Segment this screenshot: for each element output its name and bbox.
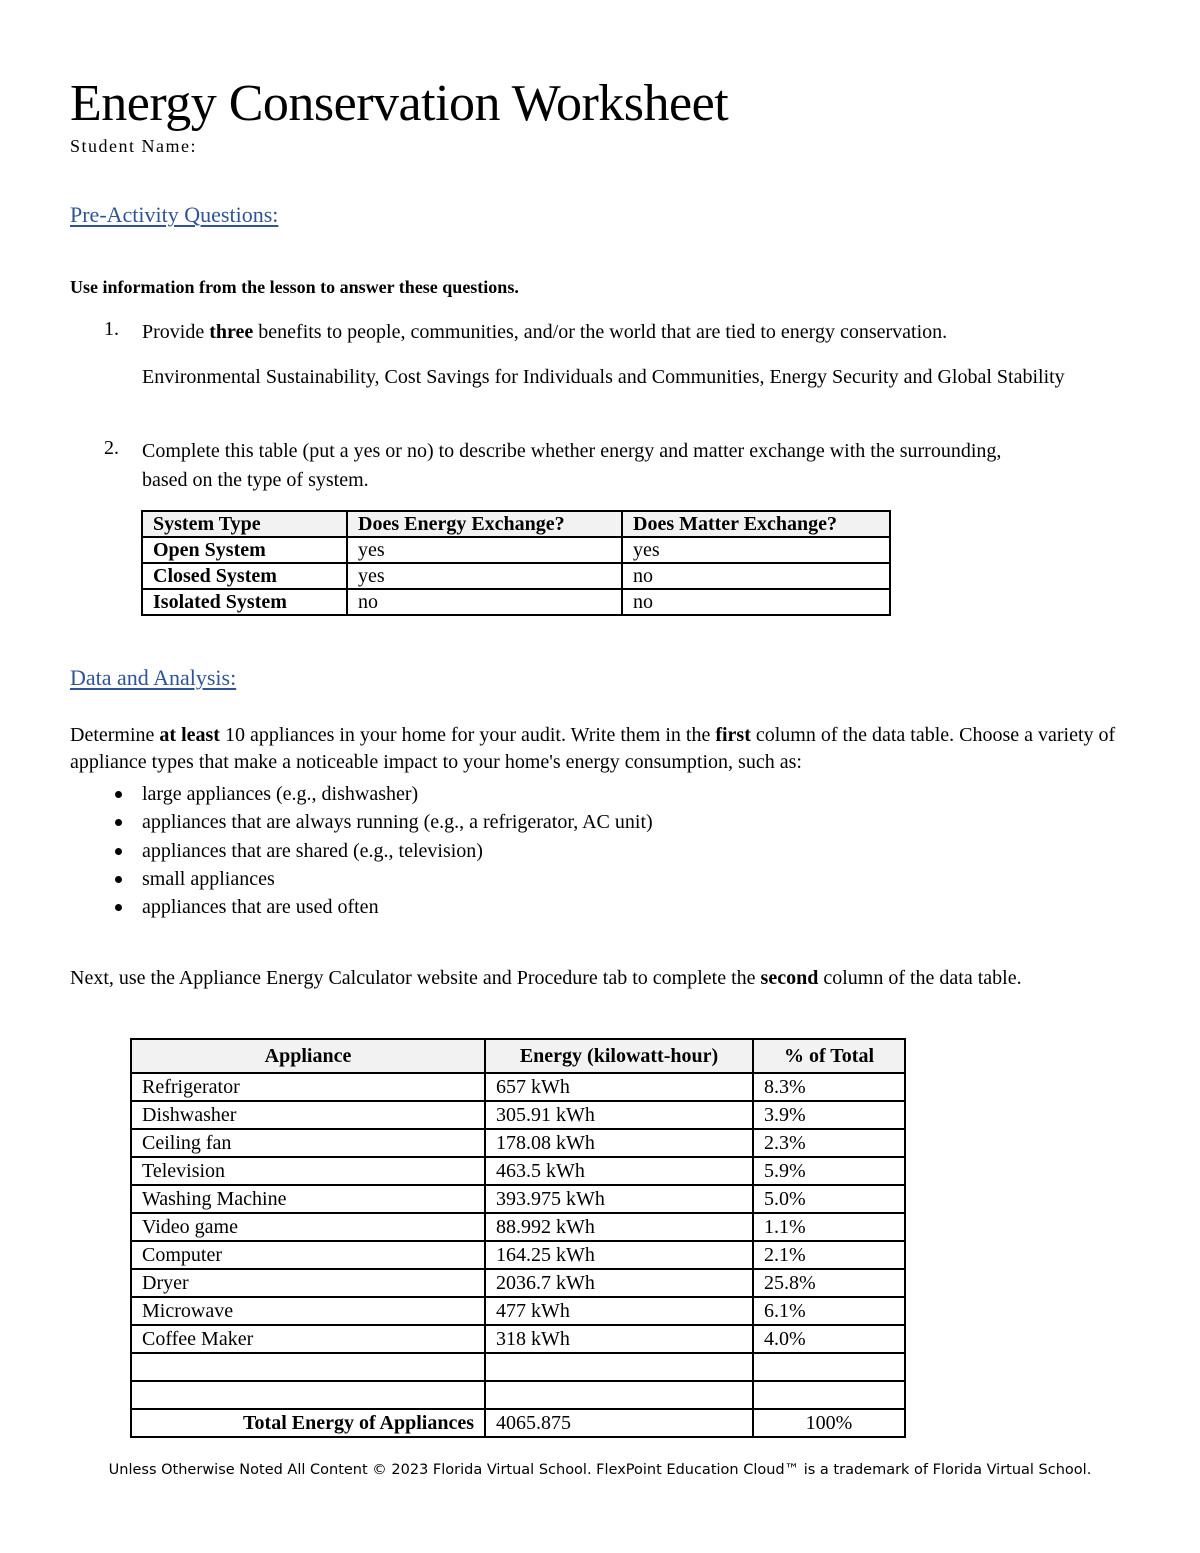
energy-cell[interactable]: 393.975 kWh [485,1185,753,1213]
appliance-cell[interactable]: Video game [131,1213,485,1241]
question-1-text [142,318,1102,347]
system-type-cell: Isolated System [142,589,347,615]
column-header: % of Total [753,1039,905,1073]
energy-cell[interactable]: 88.992 kWh [485,1213,753,1241]
next-bold: second [760,967,819,989]
intro-text-part: 10 appliances in your home for your audit. Write them in the [219,724,716,746]
intro-bold: first [715,724,751,746]
list-item-text: appliances that are shared (e.g., television) [142,839,483,862]
bullet-icon [115,819,122,826]
appliance-cell[interactable]: Dishwasher [131,1101,485,1129]
question-1-number: 1. [104,318,119,340]
energy-cell[interactable] [485,1381,753,1409]
question-2-text: Complete this table (put a yes or no) to describe whether energy and matter exchange with the surrounding, based on the type of system. [142,440,1002,491]
matter-exchange-cell[interactable]: no [622,563,890,589]
list-item-text: large appliances (e.g., dishwasher) [142,783,419,805]
next-paragraph [70,965,1110,992]
appliance-cell[interactable] [131,1381,485,1409]
percent-cell[interactable]: 6.1% [753,1297,905,1325]
energy-exchange-cell[interactable]: yes [347,537,622,563]
table-row [131,1073,905,1101]
table-row [131,1185,905,1213]
table-row-empty [131,1381,905,1409]
energy-cell[interactable]: 305.91 kWh [485,1101,753,1129]
bullet-icon [115,848,122,855]
list-item-text: appliances that are used often [142,896,379,919]
bullet-icon [115,791,122,798]
energy-cell[interactable]: 463.5 kWh [485,1157,753,1185]
table-row [131,1297,905,1325]
percent-cell[interactable]: 5.0% [753,1185,905,1213]
appliance-cell[interactable] [131,1353,485,1381]
system-type-cell: Closed System [142,563,347,589]
appliance-cell[interactable]: Washing Machine [131,1185,485,1213]
list-item [70,893,653,921]
question-2-number: 2. [104,437,119,459]
table-row [131,1213,905,1241]
appliance-cell[interactable]: Microwave [131,1297,485,1325]
percent-cell[interactable] [753,1381,905,1409]
pre-activity-heading: Pre-Activity Questions: [70,202,279,227]
energy-cell[interactable]: 318 kWh [485,1325,753,1353]
table-header-row [142,511,890,537]
table-row-empty [131,1353,905,1381]
table-row [131,1101,905,1129]
bullet-icon [115,904,122,911]
table-row [131,1269,905,1297]
percent-cell[interactable]: 25.8% [753,1269,905,1297]
system-type-table [141,510,891,616]
appliance-cell[interactable]: Dryer [131,1269,485,1297]
table-row [131,1325,905,1353]
question-1-text-part: benefits to people, communities, and/or the world that are tied to energy conservation. [253,321,948,343]
column-header: Energy (kilowatt-hour) [485,1039,753,1073]
appliance-cell[interactable]: Refrigerator [131,1073,485,1101]
percent-cell[interactable] [753,1353,905,1381]
appliance-data-table [130,1038,906,1438]
energy-exchange-cell[interactable]: yes [347,563,622,589]
column-header: Does Energy Exchange? [347,511,622,537]
question-1-answer: Environmental Sustainability, Cost Savings for Individuals and Communities, Energy Security and Global Stability [142,366,1065,388]
copyright-footer: Unless Otherwise Noted All Content © 2023 Florida Virtual School. FlexPoint Education Cloud™ is a trademark of Florida Virtual School. [108,1462,1092,1478]
list-item-text: appliances that are always running (e.g., a refrigerator, AC unit) [142,811,653,834]
column-header: System Type [142,511,347,537]
column-header: Appliance [131,1039,485,1073]
appliance-type-list [70,780,653,921]
appliance-cell[interactable]: Coffee Maker [131,1325,485,1353]
percent-cell[interactable]: 5.9% [753,1157,905,1185]
energy-cell[interactable]: 178.08 kWh [485,1129,753,1157]
question-1-bold: three [209,321,254,343]
table-header-row [131,1039,905,1073]
column-header: Does Matter Exchange? [622,511,890,537]
percent-cell[interactable]: 3.9% [753,1101,905,1129]
student-name-label: Student Name: [70,136,197,156]
percent-cell[interactable]: 1.1% [753,1213,905,1241]
table-row [131,1129,905,1157]
intro-bold: at least [159,724,220,746]
total-energy-cell[interactable]: 4065.875 [485,1409,753,1437]
system-type-cell: Open System [142,537,347,563]
energy-cell[interactable]: 477 kWh [485,1297,753,1325]
table-row [142,563,890,589]
table-row [142,537,890,563]
list-item [70,780,653,808]
intro-text-part: column of the data table. Choose a variety of appliance types that make a noticeable impact to your home's energy consumption, such as: [70,724,1116,773]
energy-cell[interactable]: 2036.7 kWh [485,1269,753,1297]
table-row [131,1157,905,1185]
next-text-part: Next, use the Appliance Energy Calculator website and Procedure tab to complete the [70,967,761,989]
percent-cell[interactable]: 4.0% [753,1325,905,1353]
next-text-part: column of the data table. [818,967,1022,989]
appliance-cell[interactable]: Ceiling fan [131,1129,485,1157]
list-item [70,808,653,836]
total-label: Total Energy of Appliances [131,1409,485,1437]
energy-cell[interactable]: 657 kWh [485,1073,753,1101]
page-title: Energy Conservation Worksheet [70,75,729,132]
percent-cell[interactable]: 8.3% [753,1073,905,1101]
percent-cell[interactable]: 2.1% [753,1241,905,1269]
table-row [142,589,890,615]
table-row [131,1241,905,1269]
intro-text-part: Determine [70,724,160,746]
table-total-row [131,1409,905,1437]
bullet-icon [115,876,122,883]
energy-cell[interactable]: 164.25 kWh [485,1241,753,1269]
total-percent-cell[interactable]: 100% [753,1409,905,1437]
appliance-cell[interactable]: Computer [131,1241,485,1269]
energy-cell[interactable] [485,1353,753,1381]
data-analysis-heading: Data and Analysis: [70,665,237,690]
list-item-text: small appliances [142,867,275,890]
percent-cell[interactable]: 2.3% [753,1129,905,1157]
energy-exchange-cell[interactable]: no [347,589,622,615]
appliance-cell[interactable]: Television [131,1157,485,1185]
matter-exchange-cell[interactable]: no [622,589,890,615]
intro-paragraph [70,722,1140,776]
instruction-text: Use information from the lesson to answer these questions. [70,277,519,297]
question-1-text-part: Provide [142,321,210,343]
list-item [70,837,653,865]
list-item [70,865,653,893]
matter-exchange-cell[interactable]: yes [622,537,890,563]
